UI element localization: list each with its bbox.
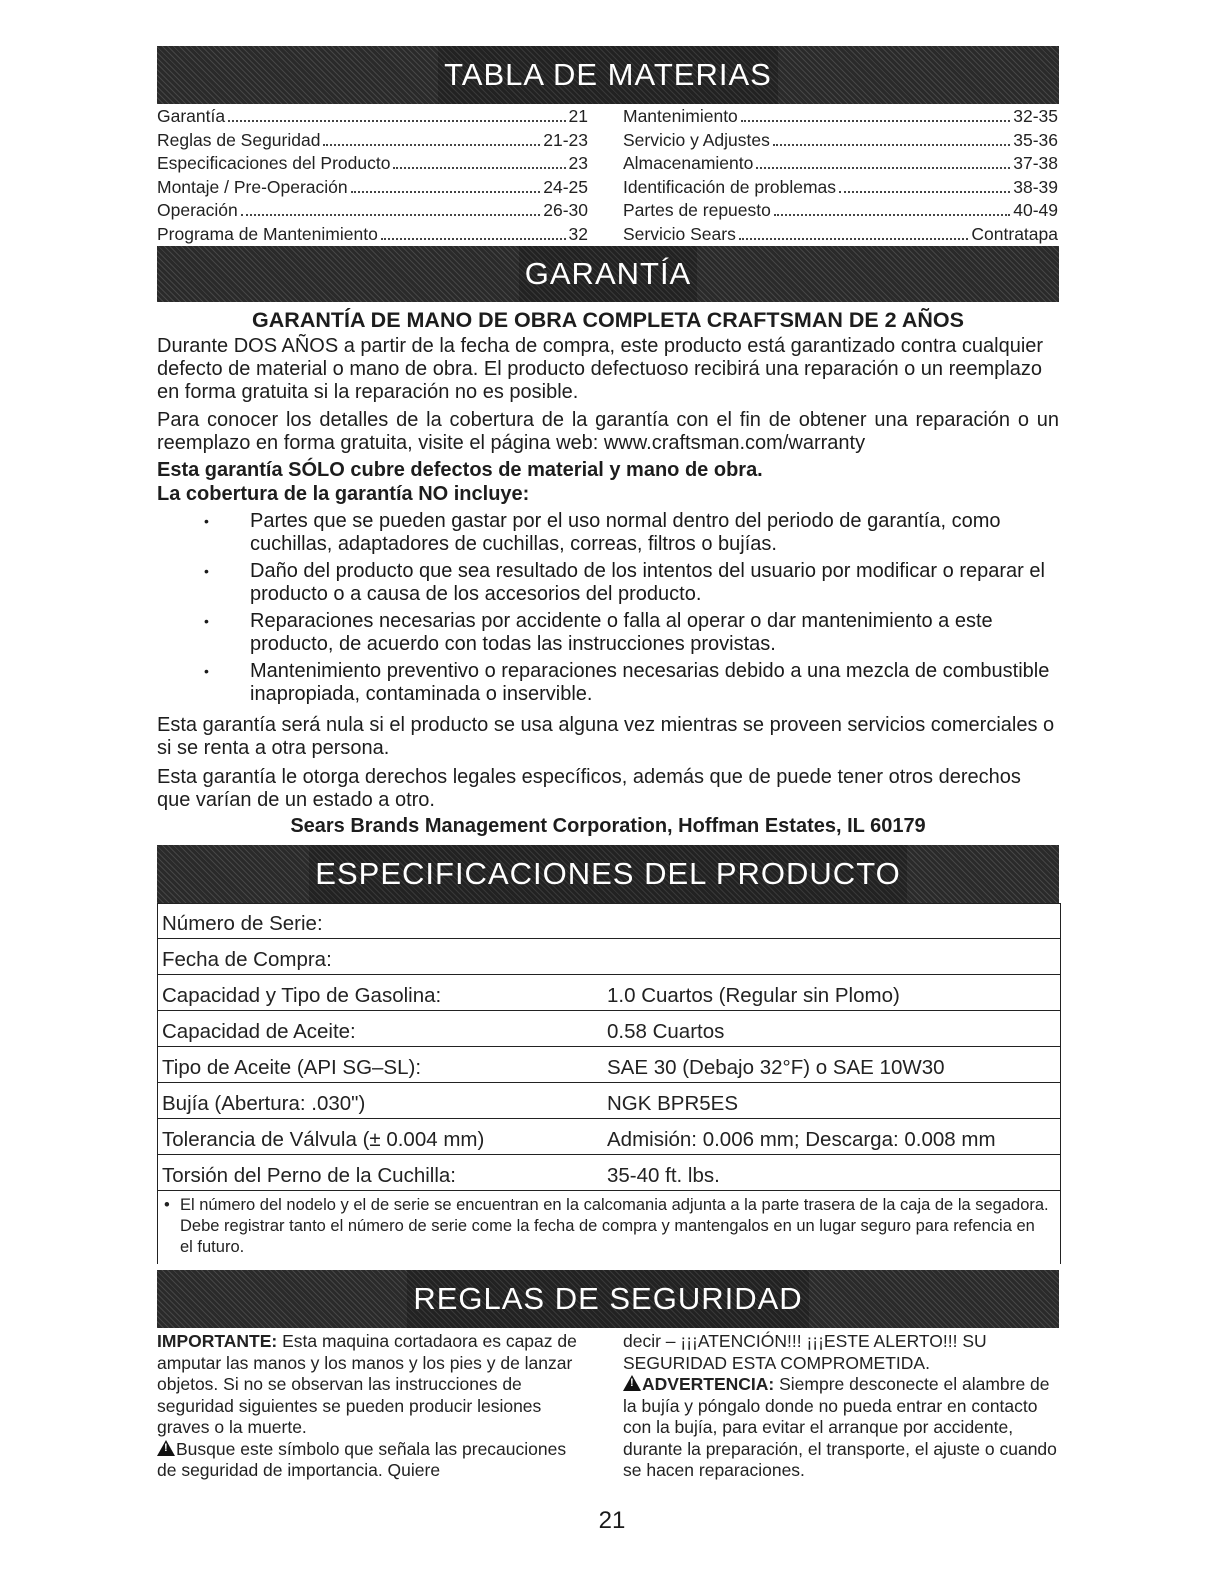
spec-value: SAE 30 (Debajo 32°F) o SAE 10W30 <box>607 1056 945 1079</box>
exclusion-item: • Daño del producto que sea resultado de los intentos del usuario por modificar o reparar el producto o a causa de los accesorios del producto. <box>157 560 1059 606</box>
toc-entry-label: Servicio Sears <box>623 223 736 244</box>
toc-entry-label: Partes de repuesto <box>623 200 771 220</box>
toc-leader-dots <box>774 213 1010 216</box>
warranty-coverage-note: Esta garantía SÓLO cubre defectos de material y mano de obra. <box>157 459 763 481</box>
toc-entry-page: 21-23 <box>543 129 588 150</box>
toc-entry-label: Programa de Mantenimiento <box>157 223 378 244</box>
toc-entry <box>157 152 588 176</box>
symbol-text: Busque este símbolo que señala las precauciones de seguridad de importancia. Quiere <box>157 1438 567 1480</box>
toc-entry-label: Almacenamiento <box>623 153 754 173</box>
spec-label: Bujía (Abertura: .030") <box>162 1092 366 1115</box>
toc-entry-page: 40-49 <box>1013 200 1058 220</box>
spec-value: NGK BPR5ES <box>607 1092 739 1115</box>
toc-title: TABLA DE MATERIAS <box>438 46 778 104</box>
exclusion-item: • Mantenimiento preventivo o reparaciones necesarias debido a una mezcla de combustible inapropiada, contaminada o inservible. <box>157 660 1059 706</box>
toc-entry-page: 24-25 <box>543 176 588 197</box>
spec-row <box>158 975 1060 1011</box>
toc-entry <box>157 129 588 153</box>
toc-entry <box>157 199 588 223</box>
spec-value: 1.0 Cuartos (Regular sin Plomo) <box>607 984 900 1007</box>
warning-triangle-icon <box>623 1375 641 1391</box>
spec-row <box>158 1155 1060 1191</box>
spec-label: Tipo de Aceite (API SG–SL): <box>162 1056 422 1079</box>
safety-title: REGLAS DE SEGURIDAD <box>407 1270 808 1328</box>
warranty-exclusions-list <box>157 510 1059 710</box>
warning-label: ADVERTENCIA: <box>642 1374 775 1394</box>
safety-right-column <box>623 1331 1059 1482</box>
toc-entry-page: 26-30 <box>543 200 588 220</box>
specs-title: ESPECIFICACIONES DEL PRODUCTO <box>309 845 906 903</box>
spec-label: Número de Serie: <box>162 912 323 935</box>
safety-attention: decir – ¡¡¡ATENCIÓN!!! ¡¡¡ESTE ALERTO!!! SU SEGURIDAD ESTA COMPROMETIDA. <box>623 1331 987 1373</box>
toc-leader-dots <box>756 166 1010 169</box>
spec-label: Fecha de Compra: <box>162 948 332 971</box>
spec-row <box>158 1011 1060 1047</box>
important-text: Esta maquina cortadaora es capaz de amputar las manos y los manos y los pies y de lanzar objetos. Si no se observan las instrucciones de seguridad siguientes se pueden producir lesiones graves o la muerte. <box>157 1331 577 1437</box>
specs-table <box>157 903 1061 1264</box>
toc-leader-dots <box>739 237 969 240</box>
spec-value: Admisión: 0.006 mm; Descarga: 0.008 mm <box>607 1128 996 1151</box>
toc-entry-label: Identificación de problemas <box>623 176 837 197</box>
toc-leader-dots <box>741 119 1010 122</box>
warranty-company: Sears Brands Management Corporation, Hoffman Estates, IL 60179 <box>290 815 926 837</box>
toc-entry <box>157 176 588 200</box>
important-label: IMPORTANTE: <box>157 1331 278 1351</box>
warranty-exclusions-heading: La cobertura de la garantía NO incluye: <box>157 483 530 505</box>
safety-banner <box>157 1270 1059 1328</box>
exclusion-item: • Reparaciones necesarias por accidente o falla al operar o dar mantenimiento a este producto, de acuerdo con todas las instrucciones provistas. <box>157 610 1059 656</box>
toc-entry-page: 37-38 <box>1013 153 1058 173</box>
exclusion-item: • Partes que se pueden gastar por el uso normal dentro del periodo de garantía, como cuchillas, adaptadores de cuchillas, correas, filtros o bujías. <box>157 510 1059 556</box>
warranty-paragraph-1: Durante DOS AÑOS a partir de la fecha de compra, este producto está garantizado contra cualquier defecto de material o mano de obra. El producto defectuoso recibirá una reparación o un reemplazo en forma gratuita si la reparación no es posible. <box>157 335 1044 403</box>
toc-entry-label: Servicio y Adjustes <box>623 129 770 150</box>
warranty-banner <box>157 246 1059 302</box>
toc-entry-page: 32 <box>568 223 588 244</box>
spec-row <box>158 903 1060 939</box>
toc-entry-page: 21 <box>568 106 588 126</box>
toc-banner <box>157 46 1059 104</box>
safety-important <box>157 1331 587 1439</box>
specs-note: • El número del nodelo y el de serie se encuentran en la calcomania adjunta a la parte trasera de la caja de la segadora. Debe registrar tanto el número de serie come la fecha de compra y mantengalos en un lugar seguro para refencia en el futuro. <box>158 1191 1060 1264</box>
spec-row <box>158 1083 1060 1119</box>
toc-entry <box>623 223 1058 247</box>
warranty-paragraph-3: Esta garantía será nula si el producto se usa alguna vez mientras se proveen servicios comerciales o si se renta a otra persona. <box>157 714 1055 759</box>
toc-leader-dots <box>839 190 1010 193</box>
spec-label: Capacidad de Aceite: <box>162 1020 356 1043</box>
safety-warning <box>623 1374 1059 1482</box>
spec-value: 35-40 ft. lbs. <box>607 1164 720 1187</box>
toc-entry <box>157 105 588 129</box>
warning-triangle-icon <box>157 1440 175 1456</box>
warranty-paragraph-4: Esta garantía le otorga derechos legales específicos, además que de puede tener otros derechos que varían de un estado a otro. <box>157 766 1021 811</box>
toc-left-column <box>157 105 588 246</box>
warranty-title: GARANTÍA <box>519 246 697 302</box>
page-number: 21 <box>598 1507 626 1534</box>
toc-entry-label: Especificaciones del Producto <box>157 153 391 173</box>
toc-entry-label: Mantenimiento <box>623 106 738 126</box>
toc-entry <box>157 223 588 247</box>
toc-entry-label: Operación <box>157 200 238 220</box>
toc-entry <box>623 176 1058 200</box>
toc-leader-dots <box>773 143 1010 146</box>
toc-entry-label: Montaje / Pre-Operación <box>157 176 348 197</box>
toc-entry <box>623 152 1058 176</box>
toc-entry-page: Contratapa <box>971 223 1058 244</box>
toc-leader-dots <box>241 213 540 216</box>
spec-label: Torsión del Perno de la Cuchilla: <box>162 1164 456 1187</box>
warranty-heading: GARANTÍA DE MANO DE OBRA COMPLETA CRAFTSMAN DE 2 AÑOS <box>252 308 964 332</box>
toc-leader-dots <box>228 119 565 122</box>
toc-entry-label: Reglas de Seguridad <box>157 129 321 150</box>
toc-entry <box>623 105 1058 129</box>
spec-row <box>158 939 1060 975</box>
toc-entry-page: 23 <box>568 153 588 173</box>
toc-right-column <box>623 105 1058 246</box>
toc-leader-dots <box>351 190 541 193</box>
toc-leader-dots <box>323 143 540 146</box>
toc-entry-page: 38-39 <box>1013 176 1058 197</box>
safety-left-column <box>157 1331 587 1482</box>
toc-entry-page: 35-36 <box>1013 129 1058 150</box>
spec-label: Capacidad y Tipo de Gasolina: <box>162 984 442 1007</box>
toc-entry-page: 32-35 <box>1013 106 1058 126</box>
spec-value: 0.58 Cuartos <box>607 1020 725 1043</box>
warranty-paragraph-2: Para conocer los detalles de la cobertura de la garantía con el fin de obtener una reparación o un reemplazo en forma gratuita, visite el página web: www.craftsman.com/warranty <box>157 409 1059 454</box>
toc-entry-label: Garantía <box>157 106 226 126</box>
warning-text: Siempre desconecte el alambre de la bujía y póngalo donde no pueda entrar en contacto con la bujía, para evitar el arranque por accidente, durante la preparación, el transporte, el ajuste o cuando se hacen reparaciones. <box>623 1374 1057 1480</box>
specs-banner <box>157 845 1059 903</box>
toc-entry <box>623 199 1058 223</box>
toc-leader-dots <box>381 237 566 240</box>
spec-row <box>158 1119 1060 1155</box>
spec-row <box>158 1047 1060 1083</box>
spec-label: Tolerancia de Válvula (± 0.004 mm) <box>162 1128 485 1151</box>
safety-symbol-note <box>157 1439 587 1482</box>
toc-leader-dots <box>393 166 565 169</box>
toc-entry <box>623 129 1058 153</box>
